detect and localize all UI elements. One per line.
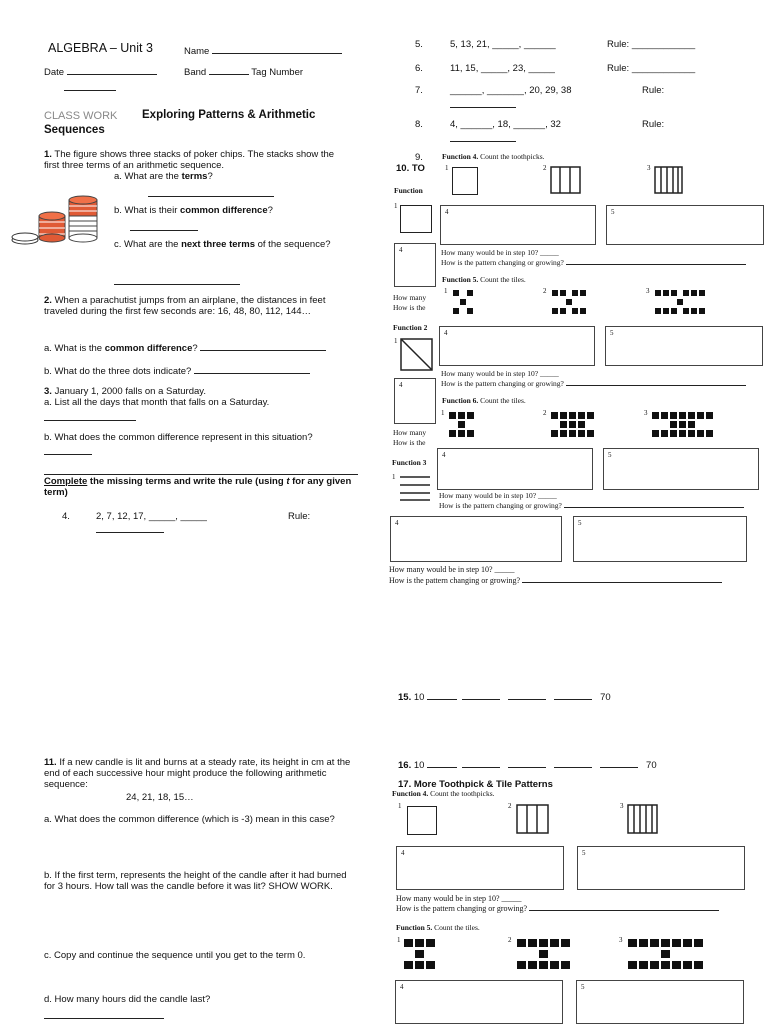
f5-changing: How is the pattern changing or growing? (441, 378, 746, 388)
bg-function-1-label: Function (394, 186, 423, 195)
q7-num: 7. (415, 85, 423, 96)
q17-f5-step2-num: 2 (508, 936, 512, 944)
bg-function-2-label: Function 2 (393, 323, 428, 332)
q17-f4-title: Function 4. Count the toothpicks. (392, 789, 495, 798)
bg-how-is-2: How is the (393, 438, 426, 447)
q17-f4-step3-num: 3 (620, 802, 624, 810)
f4-step2-toothpicks (550, 166, 582, 195)
bg-f3-step-5-box[interactable]: 5 (573, 516, 747, 562)
q9-num: 9. (415, 152, 423, 163)
f6-step10: How many would be in step 10? _____ (439, 491, 557, 500)
course-title: ALGEBRA – Unit 3 (48, 41, 153, 55)
band-tag-label: Band Tag Number (184, 64, 303, 78)
q1a: a. What are the terms? (114, 171, 213, 182)
q17-f4-step1-toothpicks (407, 806, 437, 835)
q10-label: 10. TO (396, 163, 425, 174)
q7-sequence: ______, _______, 20, 29, 38 (450, 85, 572, 96)
bg-how-many: How many (393, 293, 427, 302)
bg-f3-step-1-num: 1 (392, 473, 396, 481)
f4-step2-num: 2 (543, 164, 547, 172)
q3b: b. What does the common difference represent in this situation? (44, 432, 313, 443)
q17-f4-step10: How many would be in step 10? _____ (396, 894, 522, 903)
chip-stack-3 (69, 196, 97, 242)
date-label: Date (44, 64, 157, 78)
chip-stack-2 (39, 212, 65, 242)
f6-title: Function 6. Count the tiles. (442, 396, 526, 405)
q8-num: 8. (415, 119, 423, 130)
q2-text: 2. When a parachutist jumps from an airplane, the distances in feet traveled during the first few seconds are: 16, 48, 80, 112, 144… (44, 295, 326, 317)
q17-label: 17. More Toothpick & Tile Patterns (398, 779, 553, 788)
f4-step3-toothpicks (654, 166, 684, 195)
worksheet-heading-2: Sequences (44, 124, 105, 136)
q17-f4-step4-box[interactable]: 4 (396, 846, 564, 890)
f4-step10: How many would be in step 10? _____ (441, 248, 559, 257)
q17-f4-step1-num: 1 (398, 802, 402, 810)
q7-rule: Rule: (642, 85, 665, 96)
f6-step5-box[interactable]: 5 (603, 448, 759, 490)
f4-step5-box[interactable]: 5 (606, 205, 764, 245)
q4-rule: Rule: (288, 511, 311, 522)
q2b: b. What do the three dots indicate? (44, 363, 310, 377)
q1b: b. What is their common difference? (114, 205, 273, 216)
q17-f4-changing: How is the pattern changing or growing? (396, 903, 719, 913)
bg-step-4-box: 4 (394, 243, 436, 287)
q5-num: 5. (415, 39, 423, 50)
bg-diagonal-toothpick-square (400, 338, 434, 372)
f4-step1-num: 1 (445, 164, 449, 172)
q3-text: 3. January 1, 2000 falls on a Saturday. (44, 386, 206, 397)
tag-number-line (64, 80, 116, 94)
q1c: c. What are the next three terms of the sequence? (114, 239, 331, 250)
bg-f3-step10: How many would be in step 10? _____ (389, 565, 515, 574)
f5-step1-num: 1 (444, 287, 448, 295)
q3a: a. List all the days that month that falls on a Saturday. (44, 397, 270, 408)
q1b-answer-line (130, 220, 198, 234)
f6-step2-num: 2 (543, 409, 547, 417)
q7-rule-line (450, 97, 516, 111)
q4-sequence: 2, 7, 12, 17, _____, _____ (96, 511, 207, 522)
q4-rule-line (96, 522, 164, 536)
classwork-label: CLASS WORK (44, 110, 118, 122)
f4-step3-num: 3 (647, 164, 651, 172)
q6-sequence: 11, 15, _____, 23, _____ (450, 63, 555, 74)
complete-instructions: Complete the missing terms and write the rule (using t for any given term) (44, 476, 352, 498)
q4-num: 4. (62, 511, 70, 522)
name-label: Name (184, 43, 342, 57)
bg-how-is: How is the (393, 303, 426, 312)
f4-changing: How is the pattern changing or growing? (441, 257, 746, 267)
poker-chip-stacks (5, 194, 100, 246)
f4-step1-toothpicks (452, 167, 478, 195)
f4-title: Function 4. Count the toothpicks. (442, 152, 545, 161)
q17-f5-title: Function 5. Count the tiles. (396, 923, 480, 932)
chip-stack-1 (12, 233, 38, 244)
q17-f4-step3-toothpicks (627, 804, 659, 835)
bg-how-many-2: How many (393, 428, 427, 437)
bg-f2-step-1-num: 1 (394, 337, 398, 345)
q5-rule: Rule: ____________ (607, 39, 696, 50)
q17-f4-step5-box[interactable]: 5 (577, 846, 745, 890)
bg-f3-step-4-box[interactable]: 4 (390, 516, 562, 562)
f6-step4-box[interactable]: 4 (437, 448, 593, 490)
worksheet-heading: Exploring Patterns & Arithmetic (142, 109, 316, 121)
q1-text: 1. The figure shows three stacks of poker chips. The stacks show the first three terms of an arithmetic sequence. (44, 149, 335, 171)
q8-sequence: 4, ______, 18, ______, 32 (450, 119, 561, 130)
f5-step4-box[interactable]: 4 (439, 326, 595, 366)
q3b-answer-line (44, 444, 92, 458)
f6-changing: How is the pattern changing or growing? (439, 500, 744, 510)
q11-text: 11. If a new candle is lit and burns at a steady rate, its height in cm at the end of each successive hour might produce the following arithmetic sequence: (44, 757, 351, 790)
q8-rule-line (450, 131, 516, 145)
q2a: a. What is the common difference? (44, 340, 326, 354)
f5-title: Function 5. Count the tiles. (442, 275, 526, 284)
q17-f5-step4-box[interactable]: 4 (395, 980, 563, 1024)
q6-rule: Rule: ____________ (607, 63, 696, 74)
q17-f5-step3-num: 3 (619, 936, 623, 944)
q1c-answer-line (114, 274, 240, 288)
bg-f2-step-4-box: 4 (394, 378, 436, 424)
q11d: d. How many hours did the candle last? (44, 994, 211, 1005)
f5-step5-box[interactable]: 5 (605, 326, 763, 366)
f6-step3-num: 3 (644, 409, 648, 417)
bg-step-1-num: 1 (394, 202, 398, 210)
f5-step3-num: 3 (646, 287, 650, 295)
q17-f5-step1-num: 1 (397, 936, 401, 944)
q1a-answer-line (148, 186, 274, 200)
q11b: b. If the first term, represents the height of the candle after it had burned for 3 hours. How tall was the candle before it was lit? SHOW WORK. (44, 870, 347, 892)
q17-f5-step5-box[interactable]: 5 (576, 980, 744, 1024)
f5-step2-num: 2 (543, 287, 547, 295)
q16: 16. 10 70 (398, 757, 657, 771)
q5-sequence: 5, 13, 21, _____, ______ (450, 39, 556, 50)
f4-step4-box[interactable]: 4 (440, 205, 596, 245)
bg-f3-changing: How is the pattern changing or growing? (389, 575, 722, 585)
q8-rule: Rule: (642, 119, 665, 130)
q6-num: 6. (415, 63, 423, 74)
q11c: c. Copy and continue the sequence until you get to the term 0. (44, 950, 306, 961)
q17-f4-step2-num: 2 (508, 802, 512, 810)
bg-horizontal-toothpicks (398, 473, 434, 503)
q17-f4-step2-toothpicks (516, 804, 550, 835)
bg-toothpick-square (400, 205, 432, 233)
f6-step1-num: 1 (441, 409, 445, 417)
q11-sequence: 24, 21, 18, 15… (126, 792, 194, 803)
q15: 15. 10 70 (398, 689, 611, 703)
q11a: a. What does the common difference (which is -3) mean in this case? (44, 814, 335, 825)
q11d-answer-line (44, 1008, 164, 1022)
q3a-answer-line (44, 410, 136, 424)
f5-step10: How many would be in step 10? _____ (441, 369, 559, 378)
bg-function-3-label: Function 3 (392, 458, 427, 467)
